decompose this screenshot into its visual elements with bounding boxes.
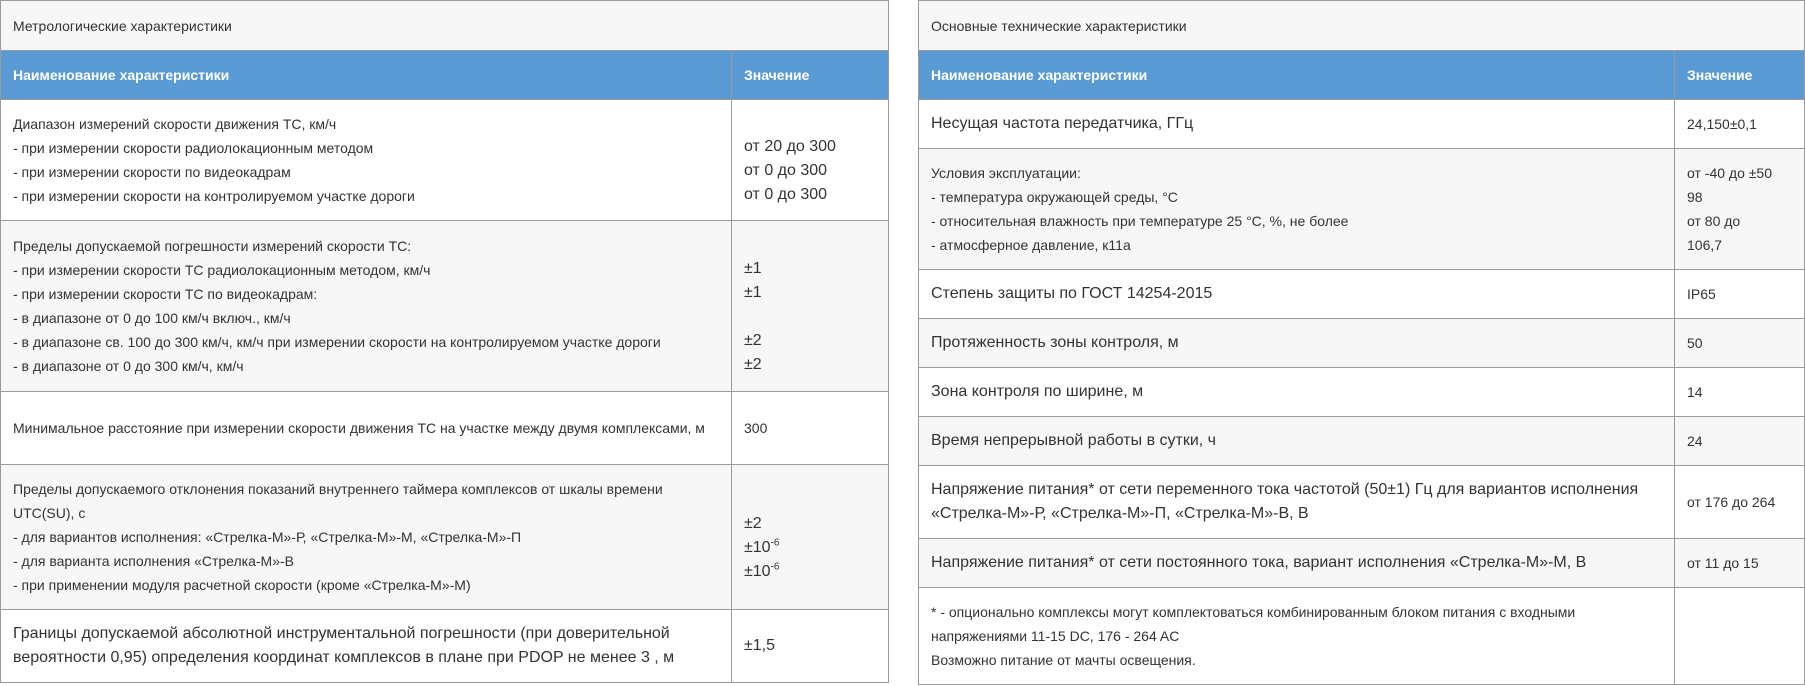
- table-row: [919, 539, 1805, 588]
- characteristic-value: 24,150±0,1: [1675, 100, 1805, 149]
- characteristic-name: Минимальное расстояние при измерении скорости движения ТС на участке между двумя комплексами, м: [1, 392, 732, 465]
- table-caption: Метрологические характеристики: [1, 1, 889, 51]
- empty-value-cell: [1675, 588, 1805, 685]
- characteristic-value: 14: [1675, 368, 1805, 417]
- column-header-name: Наименование характеристики: [919, 51, 1675, 100]
- table-row: [919, 588, 1805, 685]
- table-row: [1, 465, 889, 610]
- characteristic-name: Границы допускаемой абсолютной инструментальной погрешности (при доверительной вероятности 0,95) определения координат комплексов в плане при PDOP не менее 3 , м: [1, 610, 732, 683]
- characteristic-name: Пределы допускаемого отклонения показаний внутреннего таймера комплексов от шкалы времени UTC(SU), с - для вариантов исполнения: «Стрелка-М»-Р, «Стрелка-М»-М, «Стрелка-М»-П - для варианта исполнения «Стрелка-М»-В - при применении модуля расчетной скорости (кроме «Стрелка-М»-М): [1, 465, 732, 610]
- exponent: -6: [770, 537, 780, 549]
- metrological-table: [0, 0, 889, 683]
- characteristic-value: IP65: [1675, 270, 1805, 319]
- footnote: * - опционально комплексы могут комплектоваться комбинированным блоком питания с входными напряжениями 11-15 DC, 176 - 264 AC Возможно питание от мачты освещения.: [919, 588, 1675, 685]
- table-row: [1, 392, 889, 465]
- table-row: [919, 270, 1805, 319]
- characteristic-value: от 176 до 264: [1675, 466, 1805, 539]
- table-row: [919, 319, 1805, 368]
- table-row: [919, 417, 1805, 466]
- characteristic-value: ±1,5: [732, 610, 889, 683]
- table-row: [1, 100, 889, 221]
- table-row: [919, 466, 1805, 539]
- table-row: [919, 100, 1805, 149]
- table-row: [919, 149, 1805, 270]
- column-header-value: Значение: [1675, 51, 1805, 100]
- characteristic-value: 50: [1675, 319, 1805, 368]
- characteristic-name: Диапазон измерений скорости движения ТС, км/ч - при измерении скорости радиолокационным методом - при измерении скорости по видеокадрам - при измерении скорости на контролируемом участке дороги: [1, 100, 732, 221]
- characteristic-name: Напряжение питания* от сети постоянного тока, вариант исполнения «Стрелка-М»-М, В: [919, 539, 1675, 588]
- exponent: -6: [770, 561, 780, 573]
- technical-table: [918, 0, 1805, 685]
- characteristic-value: 24: [1675, 417, 1805, 466]
- table-caption: Основные технические характеристики: [919, 1, 1805, 51]
- characteristic-value: ±2 $\pm 10^{-6}$ $\pm 10^{-6}$: [732, 465, 889, 610]
- characteristic-name: Время непрерывной работы в сутки, ч: [919, 417, 1675, 466]
- table-row: [919, 368, 1805, 417]
- characteristic-name: Степень защиты по ГОСТ 14254-2015: [919, 270, 1675, 319]
- characteristic-name: Пределы допускаемой погрешности измерений скорости ТС: - при измерении скорости ТС радиолокационным методом, км/ч - при измерении скорости ТС по видеокадрам: - в диапазоне от 0 до 100 км/ч включ., км/ч - в диапазоне св. 100 до 300 км/ч, км/ч при измерении скорости на контролируемом участке дороги - в диапазоне от 0 до 300 км/ч, км/ч: [1, 221, 732, 392]
- table-row: [1, 610, 889, 683]
- characteristic-name: Несущая частота передатчика, ГГц: [919, 100, 1675, 149]
- characteristic-value: ±1 ±1 ±2 ±2: [732, 221, 889, 392]
- characteristic-value: от -40 до ±50 98 от 80 до 106,7: [1675, 149, 1805, 270]
- column-header-value: Значение: [732, 51, 889, 100]
- characteristic-name: Зона контроля по ширине, м: [919, 368, 1675, 417]
- characteristic-name: Напряжение питания* от сети переменного тока частотой (50±1) Гц для вариантов исполнения «Стрелка-М»-Р, «Стрелка-М»-П, «Стрелка-М»-В, В: [919, 466, 1675, 539]
- table-row: [1, 221, 889, 392]
- characteristic-name: Протяженность зоны контроля, м: [919, 319, 1675, 368]
- column-header-name: Наименование характеристики: [1, 51, 732, 100]
- characteristic-value: от 20 до 300 от 0 до 300 от 0 до 300: [732, 100, 889, 221]
- characteristic-value: от 11 до 15: [1675, 539, 1805, 588]
- characteristic-name: Условия эксплуатации: - температура окружающей среды, °С - относительная влажность при температуре 25 °С, %, не более - атмосферное давление, к11а: [919, 149, 1675, 270]
- characteristic-value: 300: [732, 392, 889, 465]
